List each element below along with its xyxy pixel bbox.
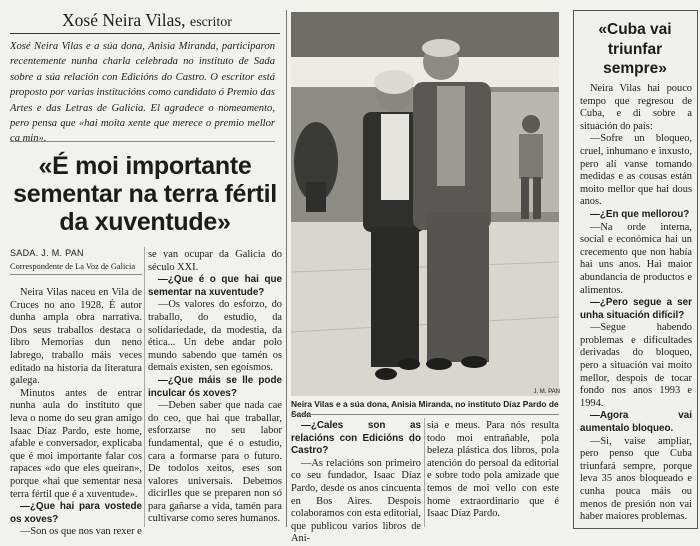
paragraph: se van ocupar da Galicia do século XXI. [148, 249, 282, 273]
interview-question: —¿Que hai para vostede os xoves? [10, 501, 142, 525]
interview-answer: —Os valores do esforzo, do traballo, do estudio, da solidariedade, da modestia, da ética... Un debe andar polo mundo sabendo que tamén os demais existen, sen egoísmos. [148, 299, 282, 374]
photo [291, 12, 559, 396]
interview-answer: —As relacións son primeiro co seu fundador, Isaac Díaz Pardo, desde os anos cincuenta en Bos Aires. Despois colaboramos con esta editorial, que publicou varios libros de Ani- [291, 457, 421, 545]
divider [10, 33, 280, 34]
interview-answer: —Segue habendo problemas e dificultades derivadas do bloqueo, pero a situación vai moito mellor, despois de tocar fondo nos anos 1993 e 1994. [580, 322, 692, 409]
interview-answer: —Deben saber que nada cae do ceo, que hai que traballar, esforzarse no seu labor fundamental, que é o estudio, cara a formarse para o futuro. De todolos xeitos, eses son valores universais. Debemos dicirlles que se preparen non só para gañarse a vida, tamén para cultivarse como seres humanos. [148, 400, 282, 525]
interview-question: —Agora vai aumentalo bloqueo. [580, 410, 692, 435]
body-column-4 [427, 420, 559, 521]
photo-credit: J. M. PAN [533, 389, 560, 395]
divider [291, 414, 559, 415]
interview-answer: —Na orde interna, social e económica hai un crecemento que non había hai uns anos. Hai maior abundancia de productos e alimentos. [580, 221, 692, 296]
interview-question: —¿En que mellorou? [590, 208, 690, 220]
title-role: escritor [189, 15, 232, 30]
paragraph: Neira Vilas hai pouco tempo que regresou de Cuba, e di sobre a situación do país: [580, 83, 692, 132]
intro-paragraph: Xosé Neira Vilas e a súa dona, Anisia Miranda, participaron recentemente nunha charla celebrada no instituto de Sada sobre a súa relación con Edicións do Castro. O escritor está proposto por varias institucións como candidato ó Premio das Artes e das Letras de Galicia. El agradece o nomeamento, pero pensa que «hai moita xente que merece o premio mellor ca min». [10, 41, 275, 145]
sidebar-headline: «Cuba vai triunfar sempre» [598, 21, 672, 77]
body-column-1 [10, 287, 142, 539]
paragraph: Minutos antes de entrar nunha aula do instituto que leva o nome do seu gran amigo Isaac Díaz Pardo, este home, afable e conversador, explicaba que é moi importante falar cos rapaces «do que eles queiran», porque «hai que sementar nesa terra fértil que é a xuventude». [10, 387, 142, 500]
paragraph: sia e meus. Para nós resulta todo moi entrañable, pola beleza plástica dos libros, pola atención do persoal da editorial e sobre todo pola amizade que temos de moi vello con este home extraordinario que é Isaac Díaz Pardo. [427, 420, 559, 520]
sidebar-text [580, 83, 692, 524]
column-divider [144, 247, 145, 527]
photo-caption: Neira Vilas e a súa dona, Anisia Miranda, no instituto Díaz Pardo de Sada [291, 399, 559, 419]
column-divider [424, 418, 425, 527]
column-divider [286, 10, 287, 527]
article-title [62, 10, 272, 31]
interview-answer: —Son os que nos van rexer e [20, 526, 142, 538]
interview-question: —¿Que é o que hai que sementar na xuventude? [148, 274, 282, 298]
byline-role: Correspondente de La Voz de Galicia [10, 262, 136, 271]
headline: «É moi importante sementar na terra fértil da xuventude» [13, 152, 277, 236]
interview-question: —¿Que máis se lle pode inculcar ós xoves? [148, 374, 282, 399]
interview-answer: —Sofre un bloqueo, cruel, inhumano e inxusto, pero alí vanse tomando medidas e as cousas están moito mellor que hai dous anos. [580, 133, 692, 208]
byline: SADA. J. M. PAN [10, 248, 84, 258]
interview-question: —¿Pero segue a ser unha situación difícil? [580, 297, 692, 321]
divider [10, 274, 142, 275]
interview-question: —¿Cales son as relacións con Edicións do Castro? [291, 420, 421, 457]
photo-illustration [291, 12, 559, 396]
body-column-3 [291, 420, 421, 546]
title-name: Xosé Neira Vilas, [62, 10, 186, 30]
interview-answer: —Si, vaise ampliar, pero penso que Cuba triunfará sempre, porque leva 35 anos bloqueado e cunha pouca máis ou menos de presión non vai haber maiores problemas. [580, 435, 692, 523]
body-column-2 [148, 249, 282, 526]
paragraph: Neira Vilas naceu en Vila de Cruces no ano 1928. É autor dunha ampla obra narrativa. Dos seus traballos destaca o libro Memorias dun neno labrego, traballo máis veces editado na historia da literatura galega. [10, 287, 142, 387]
divider [10, 141, 275, 142]
